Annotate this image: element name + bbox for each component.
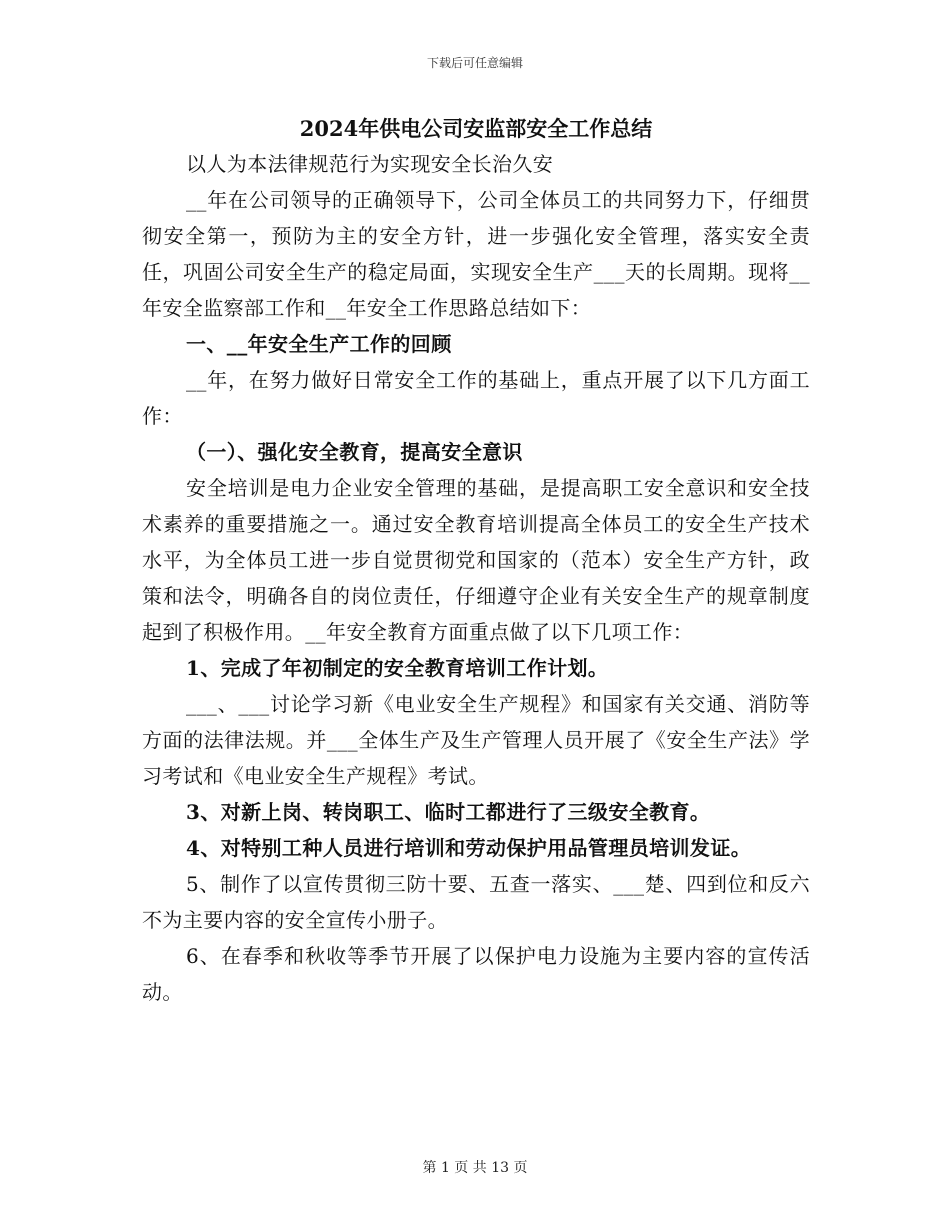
document-body [142, 112, 810, 1010]
paragraph-review-intro: __年，在努力做好日常安全工作的基础上，重点开展了以下几方面工作： [142, 368, 810, 428]
list-item-1: 1、完成了年初制定的安全教育培训工作计划。 [186, 656, 609, 680]
header-note: 下载后可任意编辑 [426, 56, 523, 70]
list-item-3: 3、对新上岗、转岗职工、临时工都进行了三级安全教育。 [186, 800, 711, 824]
paragraph-education: 安全培训是电力企业安全管理的基础，是提高职工安全意识和安全技术素养的重要措施之一。通过安全教育培训提高全体员工的安全生产技术水平，为全体员工进一步自觉贯彻党和国家的（范本）安全生产方针，政策和法令，明确各自的岗位责任，仔细遵守企业有关安全生产的规章制度起到了积极作用。__年安全教育方面重点做了以下几项工作： [142, 476, 810, 644]
subsection-heading-education: （一）、强化安全教育，提高安全意识 [186, 440, 523, 464]
list-item-6: 6、在春季和秋收等季节开展了以保护电力设施为主要内容的宣传活动。 [142, 944, 810, 1004]
list-item-4: 4、对特别工种人员进行培训和劳动保护用品管理员培训发证。 [186, 836, 752, 860]
list-item-5: 5、制作了以宣传贯彻三防十要、五查一落实、___楚、四到位和反六不为主要内容的安全宣传小册子。 [142, 872, 810, 932]
document-title: 2024年供电公司安监部安全工作总结 [299, 116, 653, 141]
page-number: 第 1 页 共 13 页 [422, 1160, 528, 1176]
paragraph-intro: __年在公司领导的正确领导下，公司全体员工的共同努力下，仔细贯彻安全第一，预防为主的安全方针，进一步强化安全管理，落实安全责任，巩固公司安全生产的稳定局面，实现安全生产___天的长周期。现将__年安全监察部工作和__年安全工作思路总结如下： [142, 188, 810, 320]
paragraph-motto: 以人为本法律规范行为实现安全长治久安 [186, 152, 554, 176]
paragraph-study: ___、___讨论学习新《电业安全生产规程》和国家有关交通、消防等方面的法律法规。并___全体生产及生产管理人员开展了《安全生产法》学习考试和《电业安全生产规程》考试。 [142, 692, 810, 788]
section-heading-review: 一、__年安全生产工作的回顾 [186, 332, 452, 356]
